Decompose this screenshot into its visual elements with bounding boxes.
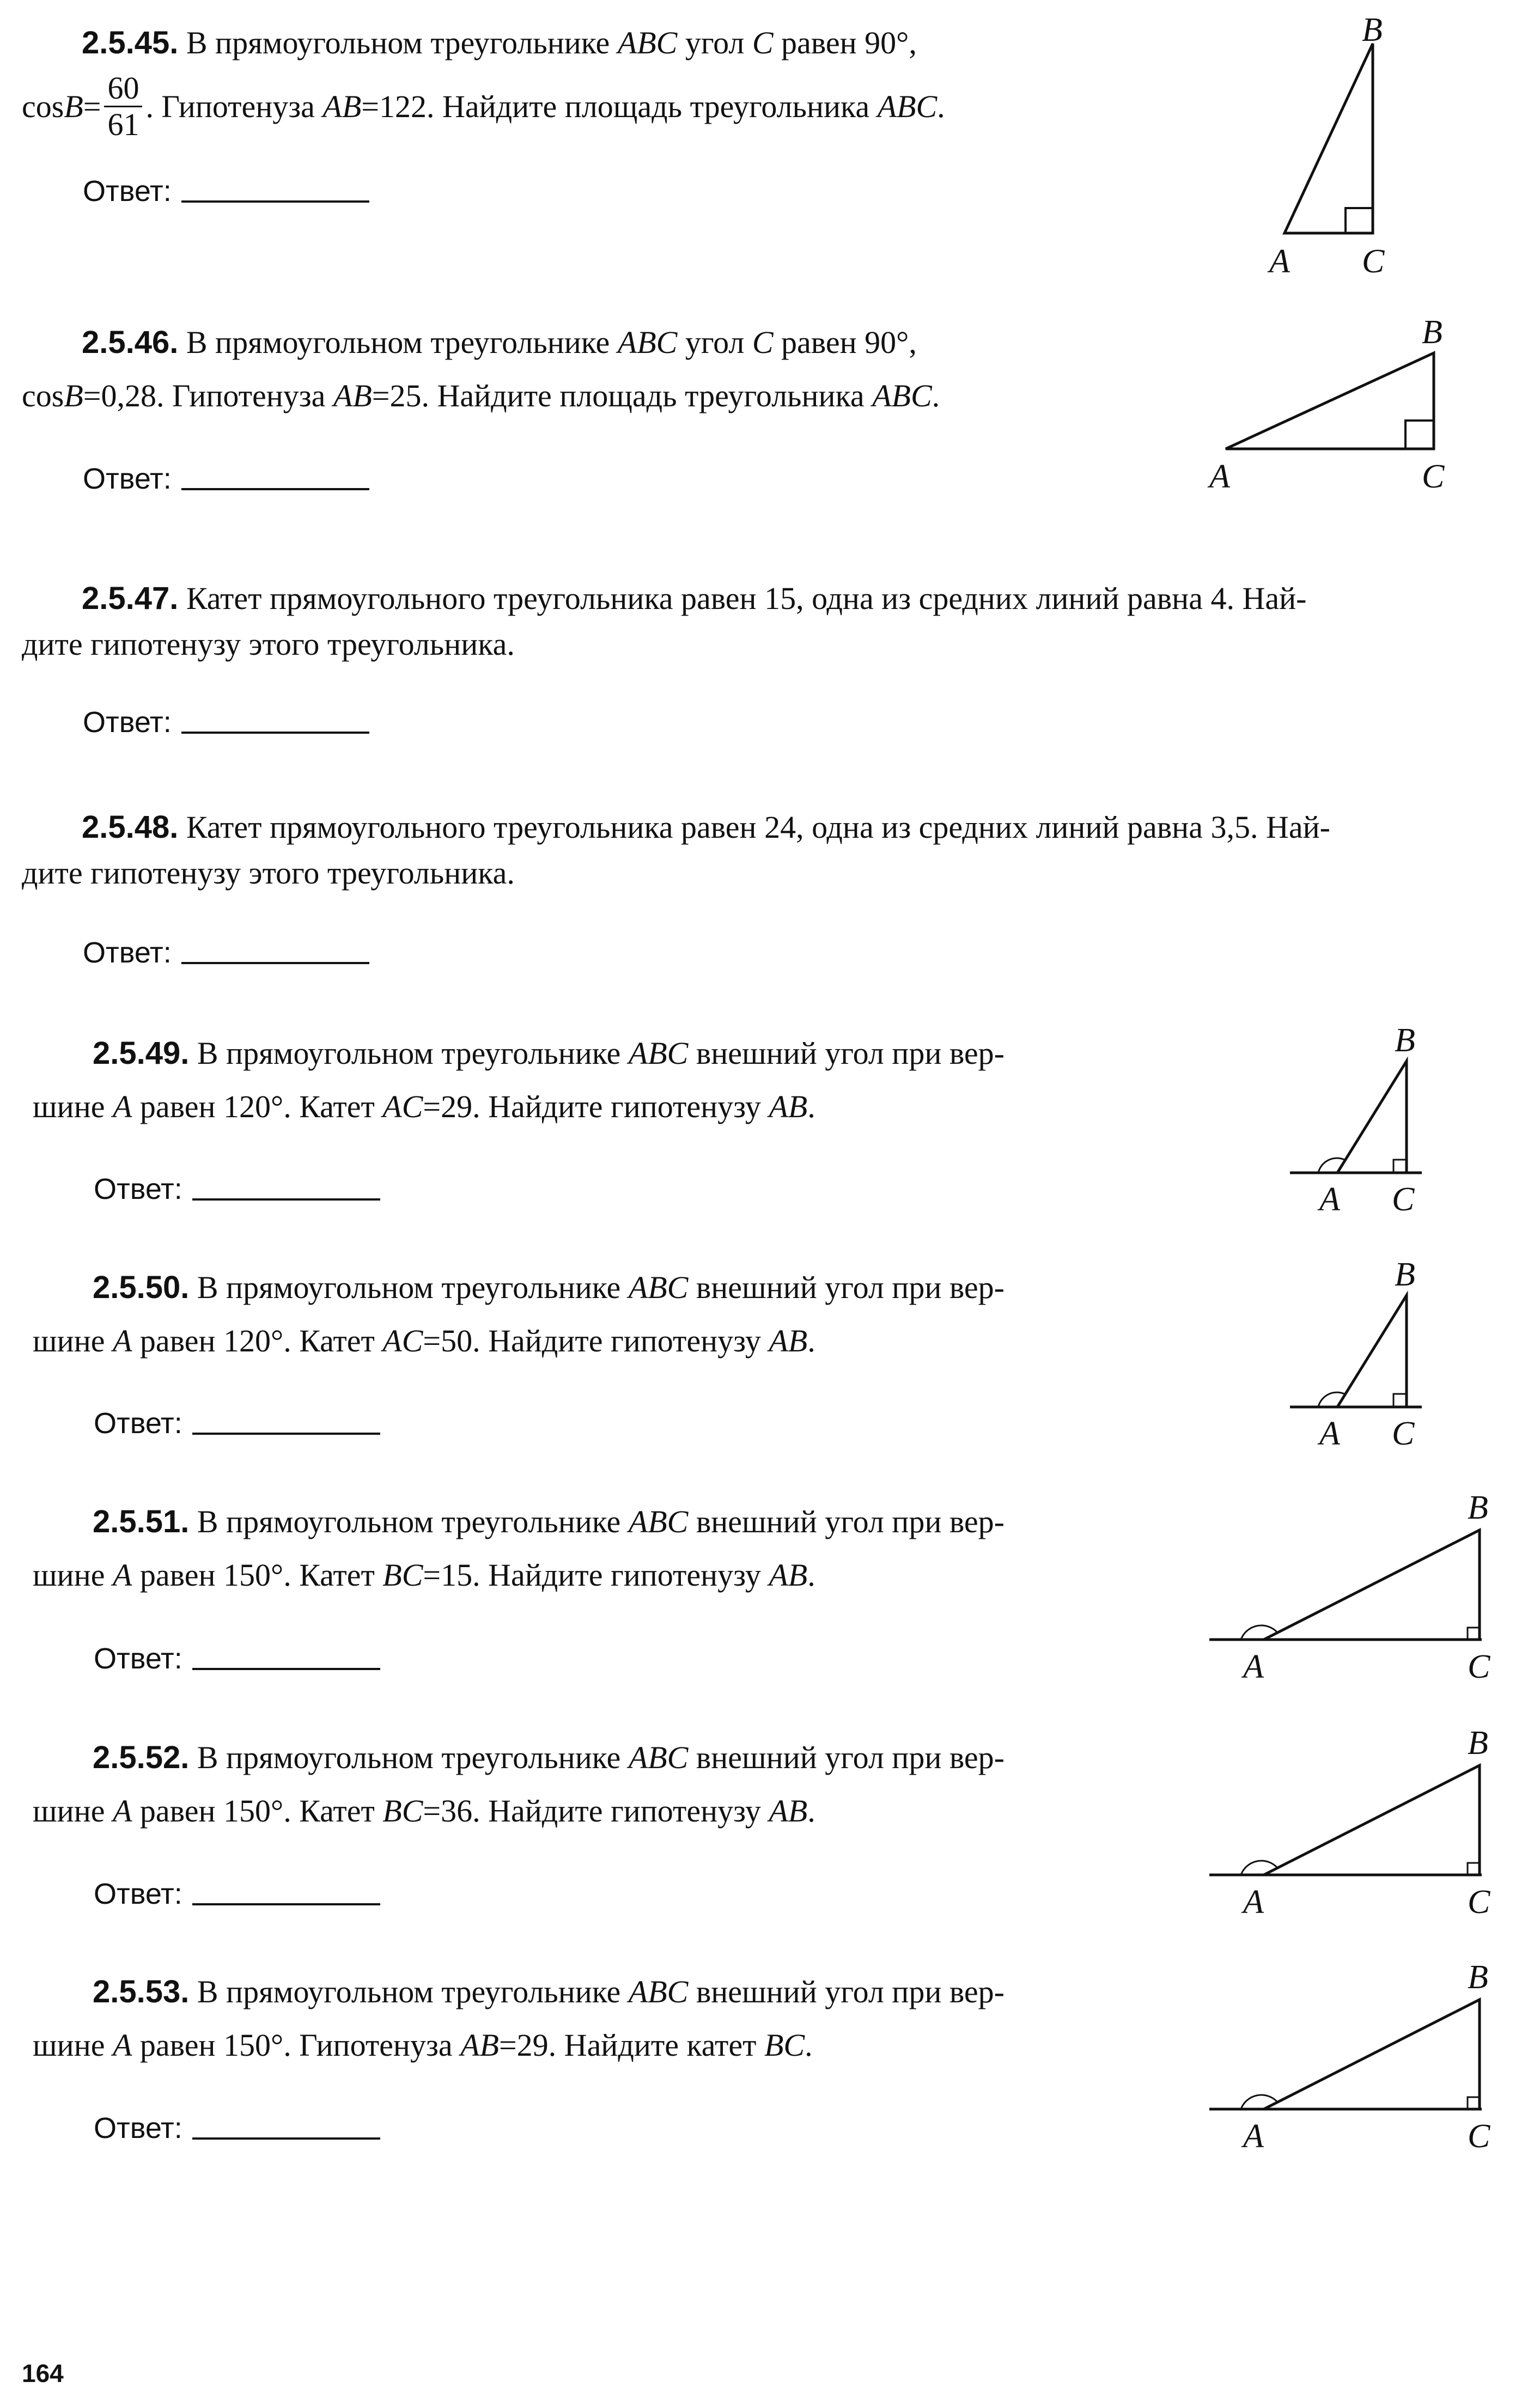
problem-text: внешний угол при вер- [696,1270,1005,1305]
vertex-label-a: A [1243,1648,1264,1685]
vertex-label-c: C [1392,1181,1415,1218]
triangle-figure-2-5-49 [1280,1019,1454,1220]
problem-2-5-45 [22,16,1139,145]
triangle-figure-2-5-51 [1204,1482,1509,1689]
problem-text: Катет прямоугольного треугольника равен 24, одна из средних линий равна 3,5. Най- [186,809,1330,845]
vertex-label-a: A [1319,1415,1340,1452]
problem-text: В прямоугольном треугольнике [186,325,610,360]
problem-text: угол [685,25,745,60]
math-b: B [64,88,83,124]
cos-symbol: cos [22,88,64,124]
answer-label: Ответ: [83,706,172,739]
answer-field[interactable] [83,462,369,496]
math-a: A [112,2027,132,2063]
answer-blank[interactable] [181,483,369,490]
problem-text: внешний угол при вер- [696,1974,1005,2009]
problem-text: =36. Найдите гипотенузу [423,1793,761,1829]
answer-blank[interactable] [181,957,369,964]
problem-text: =0,28. Гипотенуза [83,378,326,413]
vertex-label-b: B [1468,1725,1488,1762]
problem-text: В прямоугольном треугольнике [197,1035,621,1071]
right-angle-mark [1346,208,1373,233]
vertex-label-b: B [1468,1489,1488,1526]
triangle-figure-2-5-52 [1204,1717,1509,1924]
exterior-angle-arc [1241,1861,1277,1875]
math-a: A [112,1793,132,1829]
vertex-label-b: B [1395,1022,1415,1059]
problem-number: 2.5.50. [93,1270,190,1305]
vertex-label-a: A [1269,243,1290,280]
answer-field[interactable] [83,705,369,739]
problem-2-5-53 [33,1965,1177,2072]
math-ab: AB [769,1323,808,1359]
triangle [1264,1765,1480,1875]
problem-text: равен 90°, [781,25,917,60]
answer-field[interactable] [94,2111,380,2145]
math-abc: ABC [628,1035,689,1071]
problem-2-5-49 [33,1027,1177,1134]
right-angle-mark [1393,1160,1407,1173]
answer-label: Ответ: [94,2112,182,2145]
period: . [807,1557,815,1593]
math-a: A [112,1557,132,1593]
exterior-angle-arc [1241,2095,1277,2109]
vertex-label-b: B [1362,11,1383,48]
problem-text: шине [33,2027,105,2063]
triangle [1264,2000,1480,2109]
vertex-label-b: B [1395,1256,1415,1293]
problem-text: равен 120°. Катет [139,1089,375,1124]
problem-2-5-50 [33,1261,1177,1368]
problem-text: внешний угол при вер- [696,1740,1005,1775]
equals-sign: = [83,88,101,124]
math-abc: ABC [628,1740,689,1775]
vertex-label-c: C [1468,1648,1490,1685]
math-ab: AB [333,378,372,413]
answer-blank[interactable] [181,195,369,203]
fraction-denominator: 61 [107,107,139,142]
math-bc: BC [382,1557,423,1593]
triangle-figure-2-5-45 [1253,11,1427,283]
math-ab: AB [769,1793,808,1829]
problem-text: шине [33,1323,105,1359]
problem-text: =29. Найдите гипотенузу [423,1089,761,1124]
problem-number: 2.5.49. [93,1035,190,1071]
problem-text: равен 90°, [781,325,917,360]
vertex-label-c: C [1468,2118,1490,2155]
vertex-label-c: C [1362,243,1385,280]
answer-field[interactable] [83,936,369,970]
problem-text: =25. Найдите площадь треугольника [372,378,865,413]
problem-text: равен 150°. Катет [139,1793,375,1829]
problem-text: =50. Найдите гипотенузу [423,1323,761,1359]
math-abc: ABC [617,25,678,60]
problem-2-5-52 [33,1731,1177,1838]
fraction-numerator: 60 [104,71,142,107]
math-abc: ABC [628,1504,689,1539]
answer-field[interactable] [94,1406,380,1440]
answer-field[interactable] [94,1877,380,1911]
cos-symbol: cos [22,378,64,413]
answer-blank[interactable] [192,1662,380,1670]
problem-text: внешний угол при вер- [696,1504,1005,1539]
math-ab: AB [769,1557,808,1593]
triangle [1285,44,1373,233]
vertex-label-b: B [1422,314,1442,351]
math-abc: ABC [617,325,678,360]
problem-number: 2.5.46. [82,325,179,360]
period: . [805,2027,813,2063]
math-abc: ABC [877,88,938,124]
vertex-label-a: A [1209,458,1230,495]
problem-number: 2.5.48. [82,809,179,845]
exterior-angle-arc [1241,1625,1277,1640]
math-b: B [64,378,83,413]
answer-field[interactable] [94,1172,380,1206]
problem-text: В прямоугольном треугольнике [186,25,610,60]
problem-text: В прямоугольном треугольнике [197,1504,621,1539]
answer-blank[interactable] [192,2132,380,2140]
answer-label: Ответ: [83,936,172,969]
vertex-label-a: A [1319,1181,1340,1218]
problem-text: . Гипотенуза [145,88,315,124]
right-angle-mark [1468,2097,1480,2109]
problem-text: шине [33,1557,105,1593]
triangle [1226,353,1434,449]
problem-2-5-46 [22,316,1139,423]
answer-field[interactable] [83,174,369,208]
answer-label: Ответ: [94,1407,182,1440]
problem-2-5-51 [33,1495,1177,1602]
problem-text: Катет прямоугольного треугольника равен 15, одна из средних линий равна 4. Най- [186,581,1307,616]
vertex-label-a: A [1243,2118,1264,2155]
problem-number: 2.5.45. [82,25,179,60]
math-ac: AC [382,1089,423,1124]
right-angle-mark [1393,1394,1407,1407]
math-a: A [112,1323,132,1359]
problem-text: =15. Найдите гипотенузу [423,1557,761,1593]
problem-number: 2.5.47. [82,581,179,616]
math-bc: BC [764,2027,805,2063]
answer-label: Ответ: [83,175,172,208]
math-abc: ABC [872,378,932,413]
math-a: A [112,1089,132,1124]
answer-blank[interactable] [192,1193,380,1201]
problem-text: В прямоугольном треугольнике [197,1270,621,1305]
answer-label: Ответ: [83,462,172,495]
problem-text: равен 150°. Гипотенуза [139,2027,453,2063]
problem-text: шине [33,1089,105,1124]
problem-text: угол [685,325,745,360]
triangle-figure-2-5-53 [1204,1951,1509,2158]
answer-label: Ответ: [94,1642,182,1675]
problem-2-5-47 [22,572,1525,671]
period: . [807,1323,815,1359]
problem-text: равен 150°. Катет [139,1557,375,1593]
problem-text: дите гипотенузу этого треугольника. [22,855,515,891]
math-c: C [752,25,774,60]
math-ac: AC [382,1323,423,1359]
vertex-label-c: C [1468,1884,1490,1921]
period: . [807,1793,815,1829]
math-c: C [752,325,774,360]
problem-text: шине [33,1793,105,1829]
vertex-label-b: B [1468,1959,1488,1996]
math-ab: AB [460,2027,499,2063]
math-ab: AB [769,1089,808,1124]
triangle-figure-2-5-46 [1198,310,1482,496]
fraction [104,71,142,142]
problem-text: В прямоугольном треугольнике [197,1740,621,1775]
answer-label: Ответ: [94,1878,182,1910]
answer-field[interactable] [94,1642,380,1676]
problem-number: 2.5.52. [93,1740,190,1775]
vertex-label-c: C [1392,1415,1415,1452]
period: . [937,88,945,124]
triangle [1264,1530,1480,1640]
math-ab: AB [322,88,362,124]
problem-text: В прямоугольном треугольнике [197,1974,621,2009]
math-abc: ABC [628,1974,689,2009]
problem-text: внешний угол при вер- [696,1035,1005,1071]
triangle-figure-2-5-50 [1280,1253,1454,1454]
triangle [1337,1061,1407,1173]
page-number: 164 [22,2359,64,2387]
problem-text: =122. Найдите площадь треугольника [361,88,870,124]
period: . [807,1089,815,1124]
problem-number: 2.5.53. [93,1974,190,2009]
problem-2-5-48 [22,801,1525,900]
answer-label: Ответ: [94,1173,182,1205]
period: . [932,378,940,413]
problem-text: =29. Найдите катет [498,2027,757,2063]
answer-blank[interactable] [181,726,369,734]
right-angle-mark [1468,1863,1480,1875]
right-angle-mark [1468,1628,1480,1640]
problem-text: дите гипотенузу этого треугольника. [22,626,515,662]
math-bc: BC [382,1793,423,1829]
vertex-label-c: C [1422,458,1445,495]
right-angle-mark [1405,421,1434,449]
problem-number: 2.5.51. [93,1504,190,1539]
answer-blank[interactable] [192,1898,380,1905]
triangle [1337,1295,1407,1407]
vertex-label-a: A [1243,1884,1264,1921]
answer-blank[interactable] [192,1427,380,1435]
problem-text: равен 120°. Катет [139,1323,375,1359]
math-abc: ABC [628,1270,689,1305]
